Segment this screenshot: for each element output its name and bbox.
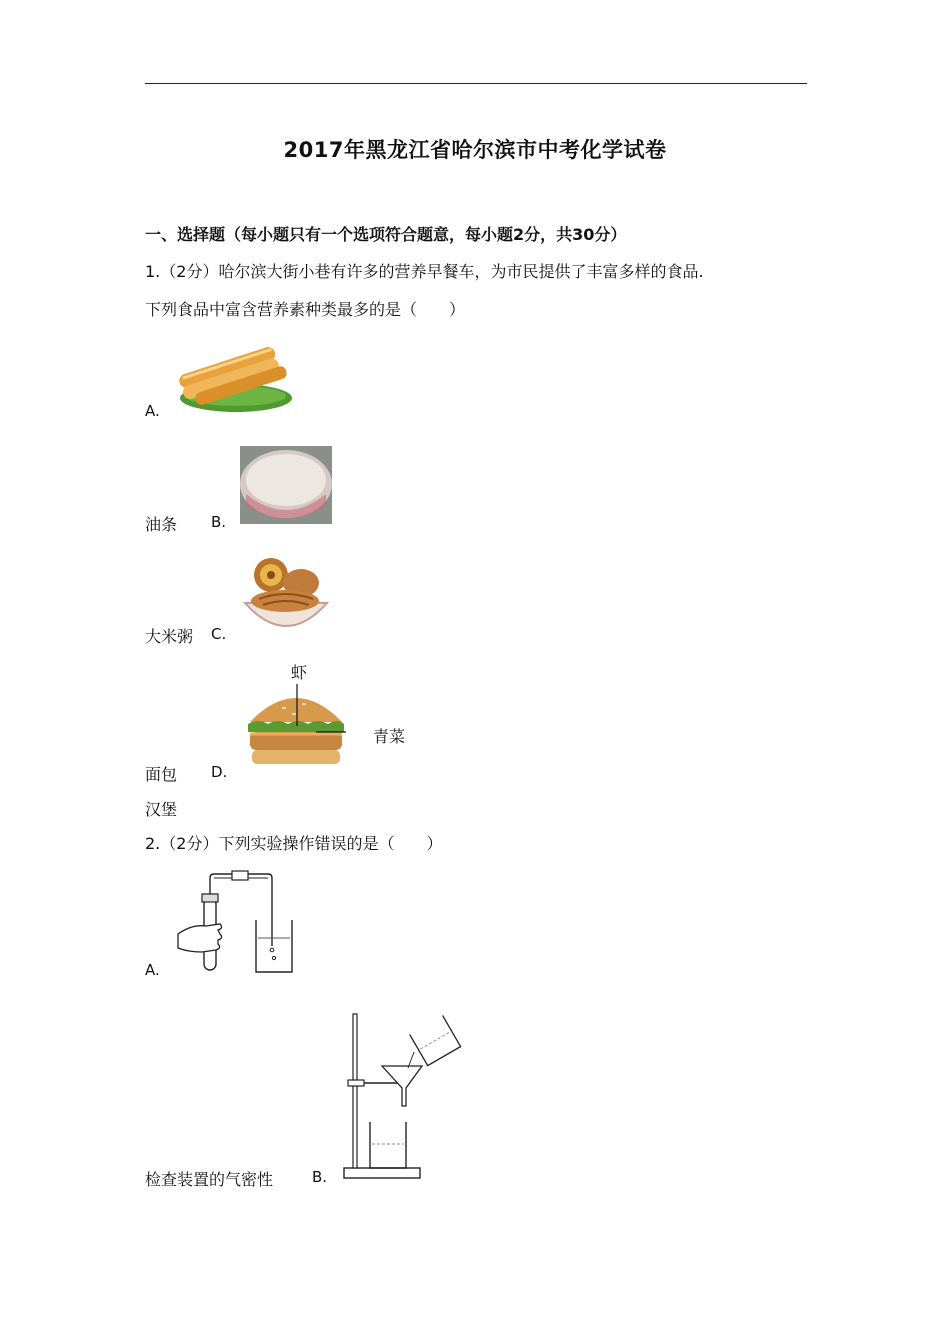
q2-option-a-letter: A. (145, 961, 160, 979)
q2-stem: 2.（2分）下列实验操作错误的是（ ） (145, 834, 443, 853)
q1-option-d-letter: D. (211, 763, 228, 781)
q1-burger-label-shrimp: 虾 (291, 663, 308, 682)
q2-option-b-image (340, 1010, 464, 1182)
q1-option-c-image (241, 553, 331, 637)
header-rule (145, 83, 807, 84)
q1-option-a-text: 油条 (145, 515, 178, 534)
q1-option-d-text: 汉堡 (145, 800, 178, 819)
q1-option-a-image (170, 336, 295, 416)
document-title: 2017年黑龙江省哈尔滨市中考化学试卷 (283, 138, 667, 162)
q1-option-c-letter: C. (211, 625, 227, 643)
q2-option-a-text: 检查装置的气密性 (145, 1170, 274, 1189)
q1-option-a-letter: A. (145, 402, 160, 420)
q2-option-b-letter: B. (312, 1168, 328, 1186)
q1-stem-line1: 1.（2分）哈尔滨大街小巷有许多的营养早餐车，为市民提供了丰富多样的食品. (145, 262, 704, 281)
q1-option-b-letter: B. (211, 513, 227, 531)
q1-option-b-image (240, 446, 332, 524)
q1-option-c-text: 面包 (145, 765, 178, 784)
q1-option-b-text: 大米粥 (145, 627, 194, 646)
section-heading: 一、选择题（每小题只有一个选项符合题意，每小题2分，共30分） (145, 225, 627, 244)
q1-burger-label-vegetable: 青菜 (373, 727, 406, 746)
q1-stem-line2: 下列食品中富含营养素种类最多的是（ ） (145, 300, 466, 319)
q2-option-a-image (172, 868, 302, 976)
